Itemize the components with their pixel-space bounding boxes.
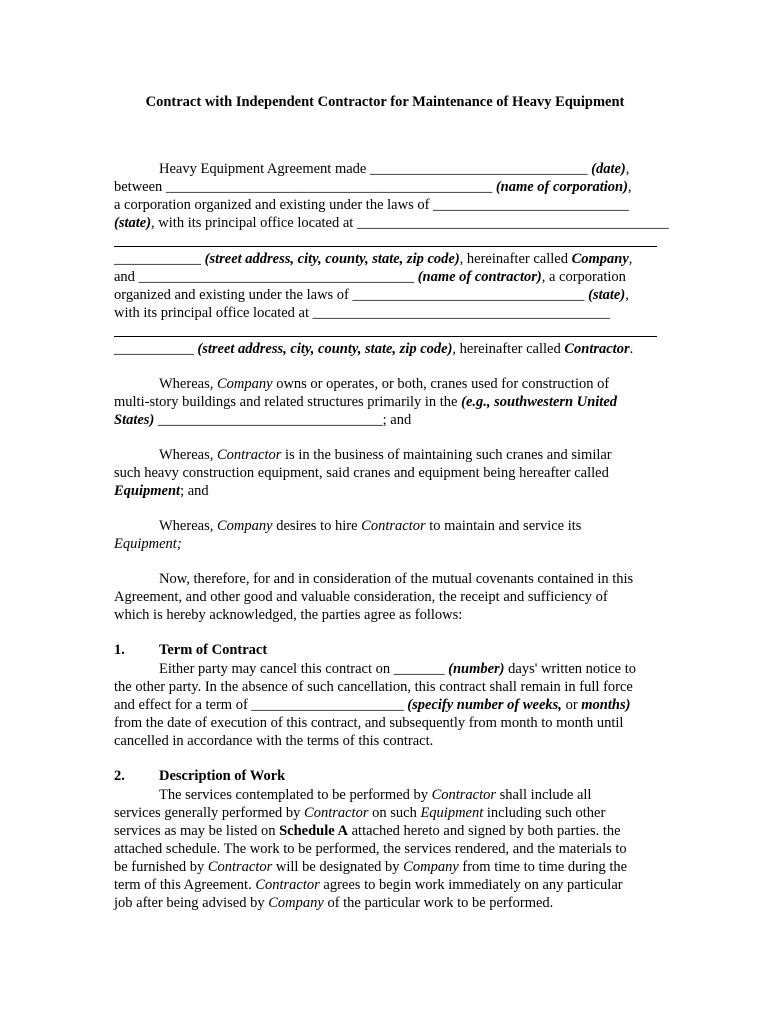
whereas-1-line-2: multi-story buildings and related structures primarily in the (e.g., southwestern United xyxy=(114,394,618,410)
section-2-line-7: job after being advised by Company of the particular work to be performed. xyxy=(114,895,554,911)
whereas-3-line-1: Whereas, Company desires to hire Contractor to maintain and service its xyxy=(159,518,582,534)
intro-line-9: with its principal office located at _________________________________________ xyxy=(114,305,610,321)
intro-line-2: between _____________________________________________ (name of corporation), xyxy=(114,179,632,195)
section-1-line-3: and effect for a term of _____________________ (specify number of weeks, or months) xyxy=(114,697,631,713)
section-1-line-1: Either party may cancel this contract on _______ (number) days' written notice to xyxy=(159,661,636,677)
section-2-heading: Description of Work xyxy=(159,768,286,784)
contractor-state-blank[interactable]: ________________________________ xyxy=(352,287,585,303)
whereas-2-line-3: Equipment; and xyxy=(114,483,209,499)
now-therefore-line-1: Now, therefore, for and in consideration of the mutual covenants contained in this xyxy=(159,571,634,587)
intro-line-7: and ______________________________________ (name of contractor), a corporation xyxy=(114,269,626,285)
section-2-line-4: attached schedule. The work to be performed, the services rendered, and the materials to xyxy=(114,841,627,857)
section-1-heading: Term of Contract xyxy=(159,642,268,658)
now-therefore-line-2: Agreement, and other good and valuable consideration, the receipt and sufficiency of xyxy=(114,589,608,605)
notice-days-blank[interactable]: _______ xyxy=(393,661,445,677)
company-address-blank[interactable]: ____________ xyxy=(114,251,201,267)
section-1-line-4: from the date of execution of this contract, and subsequently from month to month until xyxy=(114,715,624,731)
section-2-line-2: services generally performed by Contractor on such Equipment including such other xyxy=(114,805,606,821)
section-1-number: 1. xyxy=(114,642,125,658)
intro-line-4: (state), with its principal office located at ___________________________________________ xyxy=(114,215,669,231)
section-2-line-6: term of this Agreement. Contractor agrees to begin work immediately on any particular xyxy=(114,877,623,893)
intro-line-3: a corporation organized and existing under the laws of ___________________________ xyxy=(114,197,629,213)
intro-line-6: ____________ (street address, city, county, state, zip code), hereinafter called Company, xyxy=(114,251,633,267)
document-title: Contract with Independent Contractor for Maintenance of Heavy Equipment xyxy=(145,94,625,110)
corporation-name-blank[interactable]: _____________________________________________ xyxy=(165,179,493,195)
whereas-3-line-2: Equipment; xyxy=(114,536,182,552)
intro-line-8: organized and existing under the laws of ________________________________ (state), xyxy=(114,287,629,303)
whereas-1-line-1: Whereas, Company owns or operates, or both, cranes used for construction of xyxy=(159,376,610,392)
intro-line-1: Heavy Equipment Agreement made ______________________________ (date), xyxy=(159,161,630,177)
whereas-1-line-3: States) _______________________________; and xyxy=(114,412,412,428)
company-office-blank[interactable]: ___________________________________________ xyxy=(356,215,669,231)
contractor-address-rule[interactable] xyxy=(114,336,657,337)
contractor-name-blank[interactable]: ______________________________________ xyxy=(138,269,415,285)
section-2-line-5: be furnished by Contractor will be designated by Company from time to time during the xyxy=(114,859,628,875)
company-state-blank[interactable]: ___________________________ xyxy=(433,197,629,213)
intro-line-11: ___________ (street address, city, county, state, zip code), hereinafter called Contractor. xyxy=(114,341,634,357)
section-2-line-3: services as may be listed on Schedule A attached hereto and signed by both parties. the xyxy=(114,823,621,839)
now-therefore-line-3: which is hereby acknowledged, the parties agree as follows: xyxy=(114,607,463,623)
section-1-line-2: the other party. In the absence of such cancellation, this contract shall remain in full force xyxy=(114,679,633,695)
section-2-number: 2. xyxy=(114,768,125,784)
region-blank[interactable]: _______________________________ xyxy=(157,412,383,428)
whereas-2-line-2: such heavy construction equipment, said cranes and equipment being hereafter called xyxy=(114,465,609,481)
section-2-line-1: The services contemplated to be performed by Contractor shall include all xyxy=(159,787,592,803)
date-blank[interactable]: ______________________________ xyxy=(370,161,588,177)
whereas-2-line-1: Whereas, Contractor is in the business of maintaining such cranes and similar xyxy=(159,447,612,463)
section-1-line-5: cancelled in accordance with the terms of this contract. xyxy=(114,733,434,749)
term-blank[interactable]: _____________________ xyxy=(251,697,404,713)
contractor-address-blank[interactable]: ___________ xyxy=(114,341,194,357)
contractor-office-blank[interactable]: _________________________________________ xyxy=(312,305,610,321)
company-address-rule[interactable] xyxy=(114,246,657,247)
